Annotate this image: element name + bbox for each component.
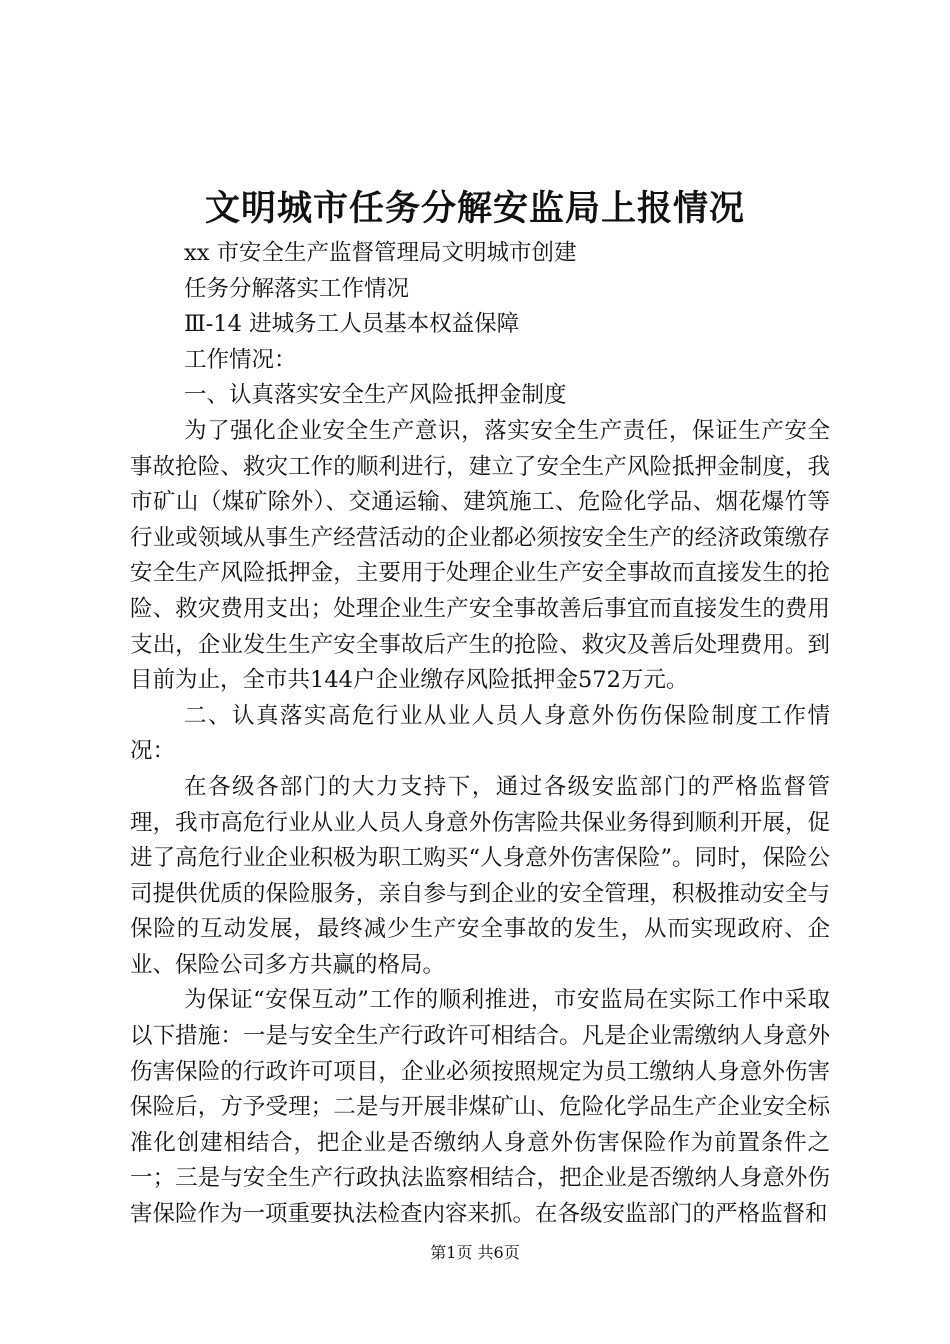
body-paragraph: 为保证“安保互动”工作的顺利推进，市安监局在实际工作中采取以下措施：一是与安全生产行政许可相结合。凡是企业需缴纳人身意外伤害保险的行政许可项目，企业必须按照规定为员工缴纳人身意外伤害保险后，方予受理；二是与开展非煤矿山、危险化学品生产企业安全标准化创建相结合，把企业是否缴纳人身意外伤害保险作为前置条件之一；三是与安全生产行政执法监察相结合，把企业是否缴纳人身意外伤害保险作为一项重要执法检查内容来抓。在各级安监部门的严格监督和 <box>130 987 830 1228</box>
section-heading: 一、认真落实安全生产风险抵押金制度 <box>184 382 567 409</box>
page-indicator: 第1页 共6页 <box>430 1243 520 1262</box>
body-paragraph: 在各级各部门的大力支持下，通过各级安监部门的严格监督管理，我市高危行业从业人员人身意外伤害险共保业务得到顺利开展，促进了高危行业企业积极为职工购买“人身意外伤害保险”。同时，保险公司提供优质的保险服务，亲自参与到企业的安全管理，积极推动安全与保险的互动发展，最终减少生产安全事故的发生，从而实现政府、企业、保险公司多方共赢的格局。 <box>130 773 830 978</box>
header-line: xx 市安全生产监督管理局文明城市创建 <box>184 240 577 266</box>
header-line: Ⅲ-14 进城务工人员基本权益保障 <box>184 311 520 338</box>
document-title: 文明城市任务分解安监局上报情况 <box>204 188 745 229</box>
section-heading: 二、认真落实高危行业从业人员人身意外伤伤保险制度工作情况： <box>130 702 830 765</box>
header-line: 任务分解落实工作情况 <box>184 275 410 302</box>
document-body <box>130 236 830 1233</box>
header-line: 工作情况： <box>184 346 297 373</box>
body-paragraph: 为了强化企业安全生产意识，落实安全生产责任，保证生产安全事故抢险、救灾工作的顺利进行，建立了安全生产风险抵押金制度，我市矿山（煤矿除外）、交通运输、建筑施工、危险化学品、烟花爆竹等行业或领域从事生产经营活动的企业都必须按安全生产的经济政策缴存安全生产风险抵押金，主要用于处理企业生产安全事故而直接发生的抢险、救灾费用支出；处理企业生产安全事故善后事宜而直接发生的费用支出，企业发生生产安全事故后产生的抢险、救灾及善后处理费用。到目前为止，全市共144户企业缴存风险抵押金572万元。 <box>130 417 830 694</box>
